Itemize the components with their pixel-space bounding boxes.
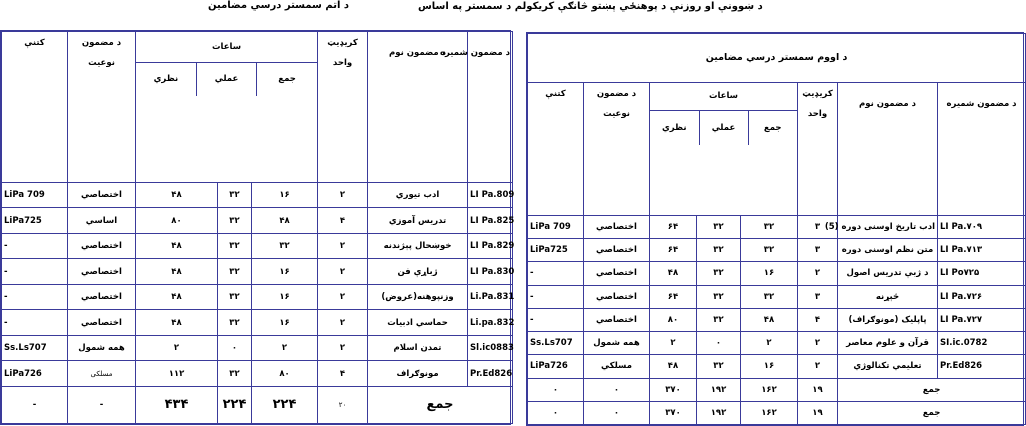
type-cell: اختصاصي (584, 262, 650, 285)
col-name: د مضمون نوم (838, 82, 938, 215)
practical-cell: ۳۲ (218, 361, 252, 387)
total-cell: ۴۳۴ (136, 386, 218, 423)
credits-cell: ۲۰ (318, 386, 368, 423)
total-cell: ۴۸ (136, 233, 218, 259)
col-credits: کريډيټ واحد (318, 32, 368, 183)
book-cell: - (2, 259, 68, 285)
total-cell: ۴۸ (650, 262, 697, 285)
total-cell: ۶۴ (650, 285, 697, 308)
table-row (2, 284, 513, 310)
table-row (2, 335, 513, 361)
credits-cell: ۳ (798, 239, 838, 262)
type-cell: مسلکي (584, 355, 650, 378)
col-book: کتنې (528, 82, 584, 215)
credits-cell: ۲ (318, 335, 368, 361)
type-cell: ۰ (584, 378, 650, 401)
name-cell: ادب تاريخ اوسنى دوره (5) (838, 215, 938, 238)
col-hours: ساعات جمع عملي نظري (650, 82, 798, 215)
name-cell: د ژبې تدريس اصول (838, 262, 938, 285)
code-cell: LI Pa.830 (468, 259, 513, 285)
type-cell: همه شمول (68, 335, 136, 361)
practical-cell: ۲۲۴ (218, 386, 252, 423)
code-cell: LI Pa.۷۱۳ (938, 239, 1026, 262)
credits-cell: ۱۹ (798, 378, 838, 401)
name-cell: ژباړې فن (368, 259, 468, 285)
name-cell: پاپليک (مونوګراف) (838, 308, 938, 331)
theory-cell: ۳۲ (252, 233, 318, 259)
practical-cell: ۳۲ (218, 233, 252, 259)
total-cell: ۴۸ (136, 284, 218, 310)
table-row (2, 233, 513, 259)
credits-cell: ۱۹ (798, 401, 838, 424)
code-cell: LI Pa.825 (468, 208, 513, 234)
total-cell: ۸۰ (650, 308, 697, 331)
code-cell: Pr.Ed826 (468, 361, 513, 387)
table-row (2, 259, 513, 285)
type-cell: اختصاصي (68, 233, 136, 259)
practical-cell: ۳۲ (697, 239, 741, 262)
book-cell: - (528, 262, 584, 285)
theory-cell: ۱۶ (741, 355, 798, 378)
table-row (2, 208, 513, 234)
total-cell: ۲ (650, 332, 697, 355)
total-label: جمع (838, 401, 1026, 424)
name-cell: څېړنه (838, 285, 938, 308)
theory-cell: ۱۶ (252, 182, 318, 208)
book-cell: Ss.Ls707 (528, 332, 584, 355)
book-cell: - (2, 284, 68, 310)
credits-cell: ۲ (798, 355, 838, 378)
practical-cell: ۳۲ (218, 310, 252, 336)
total-cell: ۴۸ (136, 182, 218, 208)
code-cell: LI Pa.۷۲۷ (938, 308, 1026, 331)
credits-cell: ۲ (318, 259, 368, 285)
name-cell: تعليمي تکنالوژي (838, 355, 938, 378)
theory-cell: ۲ (741, 332, 798, 355)
credits-cell: ۲ (798, 262, 838, 285)
semester7-title: د اووم سمستر درسي مضامين (528, 34, 1026, 83)
code-cell: LI Pa.809 (468, 182, 513, 208)
col-hours: ساعات جمع عملي نظري (136, 32, 318, 183)
code-cell: LI Pa.۷۲۶ (938, 285, 1026, 308)
book-cell: Ss.Ls707 (2, 335, 68, 361)
total-label: جمع (368, 386, 513, 423)
page-title: د ښوونې او روزنې د پوهنځي پښتو څانګې کريکولم د سمستر په اساس (418, 1, 763, 12)
practical-cell: ۱۹۲ (697, 378, 741, 401)
total-cell: ۱۱۲ (136, 361, 218, 387)
code-cell: LI Po۷۲۵ (938, 262, 1026, 285)
name-cell: وزنپوهنه(عروض) (368, 284, 468, 310)
type-cell: اختصاصي (68, 182, 136, 208)
total-cell: ۳۷۰ (650, 378, 697, 401)
table-row (528, 332, 1026, 355)
credits-cell: ۴ (318, 208, 368, 234)
theory-cell: ۸۰ (252, 361, 318, 387)
credits-cell: ۲ (318, 233, 368, 259)
name-cell: تمدن اسلام (368, 335, 468, 361)
practical-cell: ۳۲ (218, 284, 252, 310)
practical-cell: ۳۲ (697, 285, 741, 308)
book-cell: LiPa 709 (528, 215, 584, 238)
type-cell: اختصاصي (584, 239, 650, 262)
practical-cell: ۱۹۲ (697, 401, 741, 424)
book-cell: LiPa726 (2, 361, 68, 387)
type-cell: مسلکی (68, 361, 136, 387)
book-cell: ۰ (528, 401, 584, 424)
theory-cell: ۱۶ (252, 310, 318, 336)
table-row (528, 285, 1026, 308)
col-type: د مضمون نوعيت (68, 32, 136, 183)
semester8-table (0, 30, 515, 425)
type-cell: اختصاصي (584, 215, 650, 238)
type-cell: ۰ (584, 401, 650, 424)
total-cell: ۶۴ (650, 215, 697, 238)
credits-cell: ۲ (798, 332, 838, 355)
code-cell: LI Pa.829 (468, 233, 513, 259)
total-cell: ۲ (136, 335, 218, 361)
type-cell: اختصاصي (584, 308, 650, 331)
book-cell: - (2, 386, 68, 423)
total-row (528, 378, 1026, 401)
col-code: د مضمون شميره (938, 82, 1026, 215)
credits-cell: ۲ (318, 310, 368, 336)
theory-cell: ۲۲۴ (252, 386, 318, 423)
theory-cell: ۱۶ (741, 262, 798, 285)
code-cell: Li.pa.832 (468, 310, 513, 336)
table-row (2, 310, 513, 336)
theory-cell: ۲ (252, 335, 318, 361)
total-cell: ۴۸ (136, 259, 218, 285)
practical-cell: ۳۲ (697, 308, 741, 331)
practical-cell: ۳۲ (697, 262, 741, 285)
table-row (528, 355, 1026, 378)
credits-cell: ۳ (798, 285, 838, 308)
col-credits: کريډيټ واحد (798, 82, 838, 215)
practical-cell: ۳۲ (218, 208, 252, 234)
table-row (528, 308, 1026, 331)
book-cell: LiPa726 (528, 355, 584, 378)
table-row (2, 361, 513, 387)
book-cell: LiPa725 (528, 239, 584, 262)
theory-cell: ۱۶ (252, 259, 318, 285)
col-book: کتنې (2, 32, 68, 183)
theory-cell: ۱۶۲ (741, 401, 798, 424)
semester7-table (526, 32, 1024, 426)
theory-cell: ۴۸ (741, 308, 798, 331)
type-cell: اختصاصي (584, 285, 650, 308)
practical-cell: ۳۲ (697, 215, 741, 238)
name-cell: ادب تيوري (368, 182, 468, 208)
theory-cell: ۴۸ (252, 208, 318, 234)
name-cell: مونوګراف (368, 361, 468, 387)
type-cell: اساسي (68, 208, 136, 234)
table-row (528, 262, 1026, 285)
table-row (528, 215, 1026, 238)
type-cell: اختصاصي (68, 259, 136, 285)
credits-cell: ۴ (318, 361, 368, 387)
name-cell: متن نظم اوسنى دوره (838, 239, 938, 262)
code-cell: SI.ic.0782 (938, 332, 1026, 355)
total-cell: ۸۰ (136, 208, 218, 234)
credits-cell: ۲ (318, 284, 368, 310)
book-cell: ۰ (528, 378, 584, 401)
name-cell: تدريس آموزي (368, 208, 468, 234)
book-cell: LiPa725 (2, 208, 68, 234)
total-row (2, 386, 513, 423)
theory-cell: ۱۶۲ (741, 378, 798, 401)
theory-cell: ۳۲ (741, 285, 798, 308)
practical-cell: ۳۲ (697, 355, 741, 378)
book-cell: - (528, 285, 584, 308)
practical-cell: ۰ (697, 332, 741, 355)
code-cell: Pr.Ed826 (938, 355, 1026, 378)
theory-cell: ۱۶ (252, 284, 318, 310)
theory-cell: ۳۲ (741, 215, 798, 238)
credits-cell: ۴ (798, 308, 838, 331)
code-cell: LI Pa.۷۰۹ (938, 215, 1026, 238)
total-cell: ۴۸ (650, 355, 697, 378)
credits-cell: ۳ (798, 215, 838, 238)
practical-cell: ۳۲ (218, 259, 252, 285)
practical-cell: ۰ (218, 335, 252, 361)
table-row (528, 239, 1026, 262)
type-cell: - (68, 386, 136, 423)
book-cell: - (2, 233, 68, 259)
total-cell: ۳۷۰ (650, 401, 697, 424)
theory-cell: ۳۲ (741, 239, 798, 262)
practical-cell: ۳۲ (218, 182, 252, 208)
credits-cell: ۲ (318, 182, 368, 208)
table-row (2, 182, 513, 208)
col-code: د مضمون شميره (468, 32, 513, 183)
type-cell: همه شمول (584, 332, 650, 355)
book-cell: - (528, 308, 584, 331)
total-label: جمع (838, 378, 1026, 401)
col-type: د مضمون نوعيت (584, 82, 650, 215)
total-cell: ۶۴ (650, 239, 697, 262)
total-row (528, 401, 1026, 424)
name-cell: خوښحال پېژندنه (368, 233, 468, 259)
code-cell: Sl.ic0883 (468, 335, 513, 361)
semester8-title: د اتم سمستر درسي مضامين (208, 0, 350, 11)
book-cell: - (2, 310, 68, 336)
name-cell: قرآن و علوم معاصر (838, 332, 938, 355)
code-cell: Li.Pa.831 (468, 284, 513, 310)
type-cell: اختصاصي (68, 284, 136, 310)
total-cell: ۴۸ (136, 310, 218, 336)
type-cell: اختصاصي (68, 310, 136, 336)
name-cell: حماسي ادبيات (368, 310, 468, 336)
col-name: د مضمون نوم (368, 32, 468, 183)
book-cell: LiPa 709 (2, 182, 68, 208)
